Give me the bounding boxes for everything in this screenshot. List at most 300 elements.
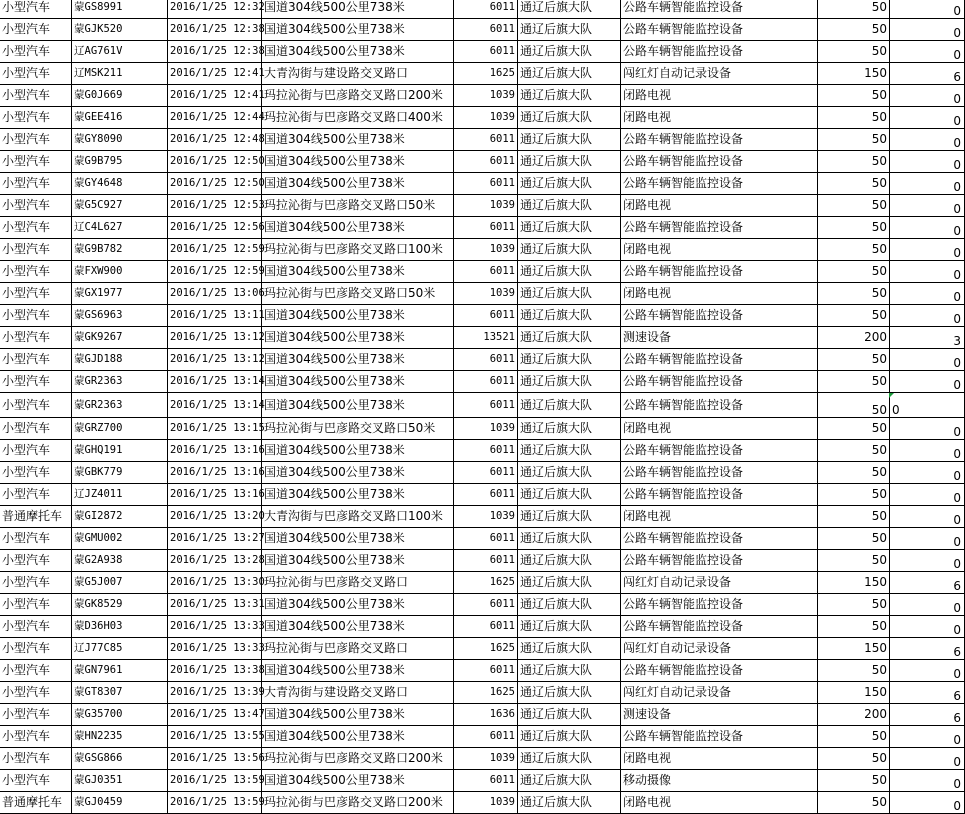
code-cell[interactable]: 13521 (454, 327, 518, 349)
code-cell[interactable]: 6011 (454, 484, 518, 506)
fine-cell[interactable]: 200 (818, 704, 890, 726)
fine-cell[interactable]: 50 (818, 129, 890, 151)
code-cell[interactable]: 1039 (454, 506, 518, 528)
code-cell[interactable]: 1625 (454, 638, 518, 660)
datetime-cell[interactable]: 2016/1/25 13:16 (168, 462, 262, 484)
department-cell[interactable]: 通辽后旗大队 (518, 704, 621, 726)
points-cell[interactable]: 0 (890, 129, 965, 151)
datetime-cell[interactable]: 2016/1/25 12:38 (168, 41, 262, 63)
department-cell[interactable]: 通辽后旗大队 (518, 726, 621, 748)
points-cell[interactable]: 0 (890, 305, 965, 327)
code-cell[interactable]: 6011 (454, 528, 518, 550)
department-cell[interactable]: 通辽后旗大队 (518, 63, 621, 85)
fine-cell[interactable]: 50 (818, 462, 890, 484)
fine-cell[interactable]: 50 (818, 660, 890, 682)
device-cell[interactable]: 公路车辆智能监控设备 (621, 660, 818, 682)
department-cell[interactable]: 通辽后旗大队 (518, 371, 621, 393)
points-cell[interactable]: 0 (890, 594, 965, 616)
points-cell[interactable]: 0 (890, 528, 965, 550)
points-cell[interactable]: 0 (890, 85, 965, 107)
device-cell[interactable]: 公路车辆智能监控设备 (621, 528, 818, 550)
code-cell[interactable]: 6011 (454, 726, 518, 748)
department-cell[interactable]: 通辽后旗大队 (518, 660, 621, 682)
device-cell[interactable]: 公路车辆智能监控设备 (621, 261, 818, 283)
points-cell[interactable]: 0 (890, 660, 965, 682)
vehicle-type-cell[interactable]: 普通摩托车 (0, 792, 72, 814)
department-cell[interactable]: 通辽后旗大队 (518, 41, 621, 63)
points-cell[interactable]: 0 (890, 371, 965, 393)
points-cell[interactable]: 0 (890, 107, 965, 129)
datetime-cell[interactable]: 2016/1/25 13:16 (168, 484, 262, 506)
code-cell[interactable]: 1039 (454, 195, 518, 217)
plate-number-cell[interactable]: 蒙GN7961 (72, 660, 168, 682)
plate-number-cell[interactable]: 蒙GK9267 (72, 327, 168, 349)
fine-cell[interactable]: 200 (818, 327, 890, 349)
device-cell[interactable]: 闯红灯自动记录设备 (621, 638, 818, 660)
plate-number-cell[interactable]: 蒙GHQ191 (72, 440, 168, 462)
location-cell[interactable]: 国道304线500公里738米 (262, 726, 454, 748)
device-cell[interactable]: 公路车辆智能监控设备 (621, 19, 818, 41)
location-cell[interactable]: 国道304线500公里738米 (262, 462, 454, 484)
vehicle-type-cell[interactable]: 小型汽车 (0, 349, 72, 371)
vehicle-type-cell[interactable]: 小型汽车 (0, 85, 72, 107)
plate-number-cell[interactable]: 蒙G5C927 (72, 195, 168, 217)
department-cell[interactable]: 通辽后旗大队 (518, 506, 621, 528)
device-cell[interactable]: 闯红灯自动记录设备 (621, 572, 818, 594)
vehicle-type-cell[interactable]: 小型汽车 (0, 616, 72, 638)
device-cell[interactable]: 闭路电视 (621, 107, 818, 129)
datetime-cell[interactable]: 2016/1/25 13:55 (168, 726, 262, 748)
code-cell[interactable]: 1039 (454, 107, 518, 129)
location-cell[interactable]: 国道304线500公里738米 (262, 550, 454, 572)
department-cell[interactable]: 通辽后旗大队 (518, 572, 621, 594)
vehicle-type-cell[interactable]: 小型汽车 (0, 572, 72, 594)
points-cell[interactable]: 0 (890, 239, 965, 261)
location-cell[interactable]: 国道304线500公里738米 (262, 528, 454, 550)
vehicle-type-cell[interactable]: 小型汽车 (0, 704, 72, 726)
department-cell[interactable]: 通辽后旗大队 (518, 107, 621, 129)
fine-cell[interactable]: 50 (818, 616, 890, 638)
fine-cell[interactable]: 150 (818, 63, 890, 85)
location-cell[interactable]: 国道304线500公里738米 (262, 704, 454, 726)
datetime-cell[interactable]: 2016/1/25 13:16 (168, 440, 262, 462)
points-cell[interactable]: 0 (890, 484, 965, 506)
vehicle-type-cell[interactable]: 小型汽车 (0, 371, 72, 393)
vehicle-type-cell[interactable]: 小型汽车 (0, 151, 72, 173)
department-cell[interactable]: 通辽后旗大队 (518, 682, 621, 704)
location-cell[interactable]: 国道304线500公里738米 (262, 349, 454, 371)
vehicle-type-cell[interactable]: 小型汽车 (0, 638, 72, 660)
fine-cell[interactable]: 50 (818, 506, 890, 528)
vehicle-type-cell[interactable]: 小型汽车 (0, 440, 72, 462)
device-cell[interactable]: 移动摄像 (621, 770, 818, 792)
datetime-cell[interactable]: 2016/1/25 13:59 (168, 792, 262, 814)
code-cell[interactable]: 6011 (454, 305, 518, 327)
code-cell[interactable]: 1625 (454, 572, 518, 594)
plate-number-cell[interactable]: 蒙GY8090 (72, 129, 168, 151)
plate-number-cell[interactable]: 辽C4L627 (72, 217, 168, 239)
fine-cell[interactable]: 50 (818, 283, 890, 305)
location-cell[interactable]: 国道304线500公里738米 (262, 305, 454, 327)
location-cell[interactable]: 国道304线500公里738米 (262, 371, 454, 393)
code-cell[interactable]: 6011 (454, 151, 518, 173)
code-cell[interactable]: 6011 (454, 462, 518, 484)
fine-cell[interactable]: 50 (818, 418, 890, 440)
location-cell[interactable]: 大青沟街与建设路交叉路口 (262, 682, 454, 704)
plate-number-cell[interactable]: 蒙GK8529 (72, 594, 168, 616)
department-cell[interactable]: 通辽后旗大队 (518, 129, 621, 151)
datetime-cell[interactable]: 2016/1/25 12:41 (168, 63, 262, 85)
plate-number-cell[interactable]: 蒙GJ0351 (72, 770, 168, 792)
datetime-cell[interactable]: 2016/1/25 13:20 (168, 506, 262, 528)
department-cell[interactable]: 通辽后旗大队 (518, 484, 621, 506)
fine-cell[interactable]: 50 (818, 173, 890, 195)
fine-cell[interactable]: 50 (818, 393, 890, 418)
fine-cell[interactable]: 50 (818, 770, 890, 792)
location-cell[interactable]: 国道304线500公里738米 (262, 0, 454, 19)
datetime-cell[interactable]: 2016/1/25 13:47 (168, 704, 262, 726)
device-cell[interactable]: 公路车辆智能监控设备 (621, 594, 818, 616)
plate-number-cell[interactable]: 蒙GS6963 (72, 305, 168, 327)
vehicle-type-cell[interactable]: 小型汽车 (0, 283, 72, 305)
device-cell[interactable]: 公路车辆智能监控设备 (621, 393, 818, 418)
datetime-cell[interactable]: 2016/1/25 13:14 (168, 393, 262, 418)
datetime-cell[interactable]: 2016/1/25 13:30 (168, 572, 262, 594)
location-cell[interactable]: 大青沟街与巴彦路交叉路口100米 (262, 506, 454, 528)
code-cell[interactable]: 6011 (454, 173, 518, 195)
vehicle-type-cell[interactable]: 小型汽车 (0, 19, 72, 41)
points-cell[interactable]: 0 (890, 748, 965, 770)
department-cell[interactable]: 通辽后旗大队 (518, 616, 621, 638)
datetime-cell[interactable]: 2016/1/25 13:14 (168, 371, 262, 393)
points-cell[interactable]: 0 (890, 261, 965, 283)
device-cell[interactable]: 闭路电视 (621, 85, 818, 107)
device-cell[interactable]: 公路车辆智能监控设备 (621, 305, 818, 327)
location-cell[interactable]: 国道304线500公里738米 (262, 19, 454, 41)
points-cell[interactable]: 0 (890, 792, 965, 814)
fine-cell[interactable]: 150 (818, 638, 890, 660)
datetime-cell[interactable]: 2016/1/25 12:56 (168, 217, 262, 239)
datetime-cell[interactable]: 2016/1/25 13:31 (168, 594, 262, 616)
plate-number-cell[interactable]: 蒙GY4648 (72, 173, 168, 195)
plate-number-cell[interactable]: 蒙GEE416 (72, 107, 168, 129)
plate-number-cell[interactable]: 蒙G5J007 (72, 572, 168, 594)
points-cell[interactable]: 0 (890, 283, 965, 305)
location-cell[interactable]: 国道304线500公里738米 (262, 393, 454, 418)
plate-number-cell[interactable]: 蒙GR2363 (72, 371, 168, 393)
fine-cell[interactable]: 50 (818, 85, 890, 107)
vehicle-type-cell[interactable]: 小型汽车 (0, 660, 72, 682)
plate-number-cell[interactable]: 蒙GSG866 (72, 748, 168, 770)
department-cell[interactable]: 通辽后旗大队 (518, 594, 621, 616)
datetime-cell[interactable]: 2016/1/25 13:15 (168, 418, 262, 440)
vehicle-type-cell[interactable]: 小型汽车 (0, 393, 72, 418)
fine-cell[interactable]: 50 (818, 151, 890, 173)
code-cell[interactable]: 1039 (454, 748, 518, 770)
location-cell[interactable]: 国道304线500公里738米 (262, 594, 454, 616)
datetime-cell[interactable]: 2016/1/25 13:59 (168, 770, 262, 792)
fine-cell[interactable]: 50 (818, 41, 890, 63)
vehicle-type-cell[interactable]: 小型汽车 (0, 195, 72, 217)
department-cell[interactable]: 通辽后旗大队 (518, 462, 621, 484)
department-cell[interactable]: 通辽后旗大队 (518, 173, 621, 195)
device-cell[interactable]: 公路车辆智能监控设备 (621, 41, 818, 63)
vehicle-type-cell[interactable]: 小型汽车 (0, 41, 72, 63)
datetime-cell[interactable]: 2016/1/25 12:59 (168, 239, 262, 261)
location-cell[interactable]: 玛拉沁街与巴彦路交叉路口50米 (262, 195, 454, 217)
datetime-cell[interactable]: 2016/1/25 13:28 (168, 550, 262, 572)
location-cell[interactable]: 国道304线500公里738米 (262, 440, 454, 462)
fine-cell[interactable]: 50 (818, 550, 890, 572)
device-cell[interactable]: 闭路电视 (621, 418, 818, 440)
location-cell[interactable]: 国道304线500公里738米 (262, 327, 454, 349)
location-cell[interactable]: 国道304线500公里738米 (262, 129, 454, 151)
plate-number-cell[interactable]: 蒙GR2363 (72, 393, 168, 418)
datetime-cell[interactable]: 2016/1/25 13:27 (168, 528, 262, 550)
code-cell[interactable]: 6011 (454, 371, 518, 393)
department-cell[interactable]: 通辽后旗大队 (518, 19, 621, 41)
plate-number-cell[interactable]: 辽JZ4011 (72, 484, 168, 506)
plate-number-cell[interactable]: 蒙GI2872 (72, 506, 168, 528)
device-cell[interactable]: 公路车辆智能监控设备 (621, 371, 818, 393)
code-cell[interactable]: 6011 (454, 41, 518, 63)
fine-cell[interactable]: 50 (818, 217, 890, 239)
department-cell[interactable]: 通辽后旗大队 (518, 327, 621, 349)
location-cell[interactable]: 国道304线500公里738米 (262, 616, 454, 638)
department-cell[interactable]: 通辽后旗大队 (518, 440, 621, 462)
points-cell[interactable]: 0 (890, 217, 965, 239)
points-cell[interactable]: 0 (890, 393, 965, 418)
points-cell[interactable]: 6 (890, 572, 965, 594)
device-cell[interactable]: 闭路电视 (621, 195, 818, 217)
vehicle-type-cell[interactable]: 小型汽车 (0, 550, 72, 572)
fine-cell[interactable]: 50 (818, 440, 890, 462)
location-cell[interactable]: 玛拉沁街与巴彦路交叉路口200米 (262, 748, 454, 770)
vehicle-type-cell[interactable]: 小型汽车 (0, 770, 72, 792)
plate-number-cell[interactable]: 蒙G0J669 (72, 85, 168, 107)
department-cell[interactable]: 通辽后旗大队 (518, 393, 621, 418)
datetime-cell[interactable]: 2016/1/25 13:11 (168, 305, 262, 327)
code-cell[interactable]: 6011 (454, 349, 518, 371)
location-cell[interactable]: 玛拉沁街与巴彦路交叉路口 (262, 638, 454, 660)
code-cell[interactable]: 1625 (454, 682, 518, 704)
device-cell[interactable]: 闯红灯自动记录设备 (621, 63, 818, 85)
code-cell[interactable]: 1636 (454, 704, 518, 726)
device-cell[interactable]: 闭路电视 (621, 792, 818, 814)
plate-number-cell[interactable]: 蒙GS8991 (72, 0, 168, 19)
vehicle-type-cell[interactable]: 普通摩托车 (0, 506, 72, 528)
department-cell[interactable]: 通辽后旗大队 (518, 770, 621, 792)
plate-number-cell[interactable]: 蒙GJD188 (72, 349, 168, 371)
department-cell[interactable]: 通辽后旗大队 (518, 239, 621, 261)
code-cell[interactable]: 6011 (454, 660, 518, 682)
fine-cell[interactable]: 50 (818, 349, 890, 371)
fine-cell[interactable]: 50 (818, 107, 890, 129)
points-cell[interactable]: 0 (890, 0, 965, 19)
location-cell[interactable]: 国道304线500公里738米 (262, 770, 454, 792)
fine-cell[interactable]: 50 (818, 261, 890, 283)
datetime-cell[interactable]: 2016/1/25 12:38 (168, 19, 262, 41)
vehicle-type-cell[interactable]: 小型汽车 (0, 682, 72, 704)
plate-number-cell[interactable]: 蒙HN2235 (72, 726, 168, 748)
fine-cell[interactable]: 50 (818, 594, 890, 616)
code-cell[interactable]: 6011 (454, 770, 518, 792)
plate-number-cell[interactable]: 蒙GJK520 (72, 19, 168, 41)
datetime-cell[interactable]: 2016/1/25 12:59 (168, 261, 262, 283)
datetime-cell[interactable]: 2016/1/25 12:50 (168, 151, 262, 173)
plate-number-cell[interactable]: 蒙G35700 (72, 704, 168, 726)
department-cell[interactable]: 通辽后旗大队 (518, 305, 621, 327)
device-cell[interactable]: 测速设备 (621, 704, 818, 726)
fine-cell[interactable]: 50 (818, 0, 890, 19)
vehicle-type-cell[interactable]: 小型汽车 (0, 107, 72, 129)
code-cell[interactable]: 6011 (454, 440, 518, 462)
device-cell[interactable]: 闯红灯自动记录设备 (621, 682, 818, 704)
plate-number-cell[interactable]: 辽AG761V (72, 41, 168, 63)
points-cell[interactable]: 0 (890, 151, 965, 173)
location-cell[interactable]: 玛拉沁街与巴彦路交叉路口 (262, 572, 454, 594)
points-cell[interactable]: 6 (890, 63, 965, 85)
location-cell[interactable]: 国道304线500公里738米 (262, 217, 454, 239)
department-cell[interactable]: 通辽后旗大队 (518, 195, 621, 217)
vehicle-type-cell[interactable]: 小型汽车 (0, 748, 72, 770)
vehicle-type-cell[interactable]: 小型汽车 (0, 261, 72, 283)
plate-number-cell[interactable]: 蒙D36H03 (72, 616, 168, 638)
department-cell[interactable]: 通辽后旗大队 (518, 261, 621, 283)
fine-cell[interactable]: 50 (818, 484, 890, 506)
location-cell[interactable]: 国道304线500公里738米 (262, 261, 454, 283)
code-cell[interactable]: 1039 (454, 418, 518, 440)
device-cell[interactable]: 闭路电视 (621, 283, 818, 305)
code-cell[interactable]: 6011 (454, 550, 518, 572)
vehicle-type-cell[interactable]: 小型汽车 (0, 327, 72, 349)
department-cell[interactable]: 通辽后旗大队 (518, 638, 621, 660)
department-cell[interactable]: 通辽后旗大队 (518, 792, 621, 814)
vehicle-type-cell[interactable]: 小型汽车 (0, 462, 72, 484)
plate-number-cell[interactable]: 辽MSK211 (72, 63, 168, 85)
code-cell[interactable]: 6011 (454, 616, 518, 638)
device-cell[interactable]: 公路车辆智能监控设备 (621, 129, 818, 151)
location-cell[interactable]: 玛拉沁街与巴彦路交叉路口400米 (262, 107, 454, 129)
device-cell[interactable]: 测速设备 (621, 327, 818, 349)
department-cell[interactable]: 通辽后旗大队 (518, 528, 621, 550)
code-cell[interactable]: 6011 (454, 217, 518, 239)
points-cell[interactable]: 0 (890, 616, 965, 638)
device-cell[interactable]: 公路车辆智能监控设备 (621, 616, 818, 638)
datetime-cell[interactable]: 2016/1/25 12:50 (168, 173, 262, 195)
fine-cell[interactable]: 50 (818, 726, 890, 748)
vehicle-type-cell[interactable]: 小型汽车 (0, 594, 72, 616)
points-cell[interactable]: 0 (890, 726, 965, 748)
fine-cell[interactable]: 150 (818, 572, 890, 594)
points-cell[interactable]: 6 (890, 638, 965, 660)
vehicle-type-cell[interactable]: 小型汽车 (0, 173, 72, 195)
location-cell[interactable]: 玛拉沁街与巴彦路交叉路口50米 (262, 418, 454, 440)
fine-cell[interactable]: 50 (818, 371, 890, 393)
plate-number-cell[interactable]: 蒙G2A938 (72, 550, 168, 572)
location-cell[interactable]: 国道304线500公里738米 (262, 41, 454, 63)
vehicle-type-cell[interactable]: 小型汽车 (0, 726, 72, 748)
points-cell[interactable]: 3 (890, 327, 965, 349)
datetime-cell[interactable]: 2016/1/25 12:48 (168, 129, 262, 151)
vehicle-type-cell[interactable]: 小型汽车 (0, 418, 72, 440)
vehicle-type-cell[interactable]: 小型汽车 (0, 484, 72, 506)
location-cell[interactable]: 大青沟街与建设路交叉路口 (262, 63, 454, 85)
fine-cell[interactable]: 50 (818, 748, 890, 770)
device-cell[interactable]: 公路车辆智能监控设备 (621, 550, 818, 572)
plate-number-cell[interactable]: 蒙G9B795 (72, 151, 168, 173)
device-cell[interactable]: 公路车辆智能监控设备 (621, 0, 818, 19)
device-cell[interactable]: 公路车辆智能监控设备 (621, 726, 818, 748)
code-cell[interactable]: 6011 (454, 594, 518, 616)
fine-cell[interactable]: 50 (818, 239, 890, 261)
points-cell[interactable]: 0 (890, 418, 965, 440)
points-cell[interactable]: 0 (890, 41, 965, 63)
datetime-cell[interactable]: 2016/1/25 13:12 (168, 349, 262, 371)
plate-number-cell[interactable]: 蒙GBK779 (72, 462, 168, 484)
vehicle-type-cell[interactable]: 小型汽车 (0, 528, 72, 550)
points-cell[interactable]: 6 (890, 682, 965, 704)
department-cell[interactable]: 通辽后旗大队 (518, 748, 621, 770)
vehicle-type-cell[interactable]: 小型汽车 (0, 239, 72, 261)
device-cell[interactable]: 公路车辆智能监控设备 (621, 217, 818, 239)
vehicle-type-cell[interactable]: 小型汽车 (0, 129, 72, 151)
points-cell[interactable]: 0 (890, 19, 965, 41)
datetime-cell[interactable]: 2016/1/25 13:33 (168, 638, 262, 660)
datetime-cell[interactable]: 2016/1/25 13:06 (168, 283, 262, 305)
plate-number-cell[interactable]: 辽J77C85 (72, 638, 168, 660)
fine-cell[interactable]: 50 (818, 195, 890, 217)
code-cell[interactable]: 6011 (454, 0, 518, 19)
vehicle-type-cell[interactable]: 小型汽车 (0, 217, 72, 239)
datetime-cell[interactable]: 2016/1/25 13:38 (168, 660, 262, 682)
device-cell[interactable]: 公路车辆智能监控设备 (621, 173, 818, 195)
device-cell[interactable]: 公路车辆智能监控设备 (621, 440, 818, 462)
device-cell[interactable]: 闭路电视 (621, 239, 818, 261)
datetime-cell[interactable]: 2016/1/25 12:44 (168, 107, 262, 129)
department-cell[interactable]: 通辽后旗大队 (518, 85, 621, 107)
code-cell[interactable]: 1039 (454, 792, 518, 814)
device-cell[interactable]: 公路车辆智能监控设备 (621, 462, 818, 484)
vehicle-type-cell[interactable]: 小型汽车 (0, 63, 72, 85)
datetime-cell[interactable]: 2016/1/25 12:41 (168, 85, 262, 107)
points-cell[interactable]: 0 (890, 462, 965, 484)
location-cell[interactable]: 玛拉沁街与巴彦路交叉路口200米 (262, 792, 454, 814)
department-cell[interactable]: 通辽后旗大队 (518, 0, 621, 19)
department-cell[interactable]: 通辽后旗大队 (518, 151, 621, 173)
code-cell[interactable]: 1039 (454, 283, 518, 305)
points-cell[interactable]: 0 (890, 440, 965, 462)
department-cell[interactable]: 通辽后旗大队 (518, 550, 621, 572)
location-cell[interactable]: 玛拉沁街与巴彦路交叉路口100米 (262, 239, 454, 261)
points-cell[interactable]: 0 (890, 173, 965, 195)
department-cell[interactable]: 通辽后旗大队 (518, 283, 621, 305)
device-cell[interactable]: 公路车辆智能监控设备 (621, 484, 818, 506)
datetime-cell[interactable]: 2016/1/25 13:12 (168, 327, 262, 349)
department-cell[interactable]: 通辽后旗大队 (518, 349, 621, 371)
points-cell[interactable]: 0 (890, 349, 965, 371)
location-cell[interactable]: 国道304线500公里738米 (262, 151, 454, 173)
datetime-cell[interactable]: 2016/1/25 13:39 (168, 682, 262, 704)
code-cell[interactable]: 6011 (454, 261, 518, 283)
device-cell[interactable]: 闭路电视 (621, 506, 818, 528)
code-cell[interactable]: 1039 (454, 85, 518, 107)
device-cell[interactable]: 闭路电视 (621, 748, 818, 770)
code-cell[interactable]: 6011 (454, 129, 518, 151)
location-cell[interactable]: 国道304线500公里738米 (262, 484, 454, 506)
vehicle-type-cell[interactable]: 小型汽车 (0, 305, 72, 327)
datetime-cell[interactable]: 2016/1/25 13:33 (168, 616, 262, 638)
